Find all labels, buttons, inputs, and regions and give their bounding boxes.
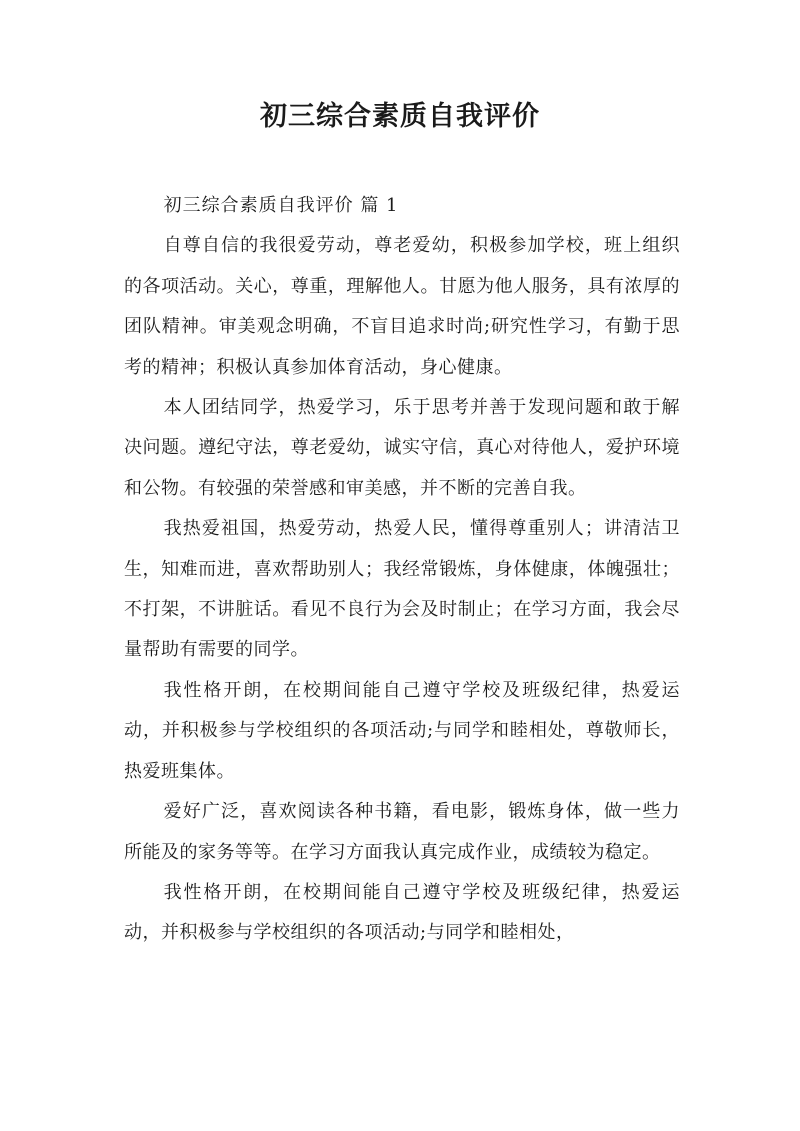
document-title: 初三综合素质自我评价 <box>260 101 540 132</box>
paragraph: 我性格开朗，在校期间能自己遵守学校及班级纪律，热爱运动，并积极参与学校组织的各项活动;与同学和睦相处，尊敬师长，热爱班集体。 <box>124 679 680 782</box>
paragraph: 我性格开朗，在校期间能自己遵守学校及班级纪律，热爱运动，并积极参与学校组织的各项活动;与同学和睦相处， <box>124 881 680 944</box>
paragraph: 本人团结同学，热爱学习，乐于思考并善于发现问题和敢于解决问题。遵纪守法，尊老爱幼，诚实守信，真心对待他人，爱护环境和公物。有较强的荣誉感和审美感，并不断的完善自我。 <box>124 397 680 499</box>
paragraph: 我热爱祖国，热爱劳动，热爱人民，懂得尊重别人；讲清洁卫生，知难而进，喜欢帮助别人；我经常锻炼，身体健康，体魄强壮；不打架，不讲脏话。看见不良行为会及时制止；在学习方面，我会尽量帮助有需要的同学。 <box>124 518 680 661</box>
paragraph: 自尊自信的我很爱劳动，尊老爱幼，积极参加学校，班上组织的各项活动。关心，尊重，理解他人。甘愿为他人服务，具有浓厚的团队精神。审美观念明确，不盲目追求时尚;研究性学习，有勤于思考的精神；积极认真参加体育活动，身心健康。 <box>124 235 680 378</box>
paragraph: 爱好广泛，喜欢阅读各种书籍，看电影，锻炼身体，做一些力所能及的家务等等。在学习方面我认真完成作业，成绩较为稳定。 <box>124 801 680 863</box>
document-body <box>124 186 680 954</box>
section-heading: 初三综合素质自我评价 篇 1 <box>163 195 399 216</box>
